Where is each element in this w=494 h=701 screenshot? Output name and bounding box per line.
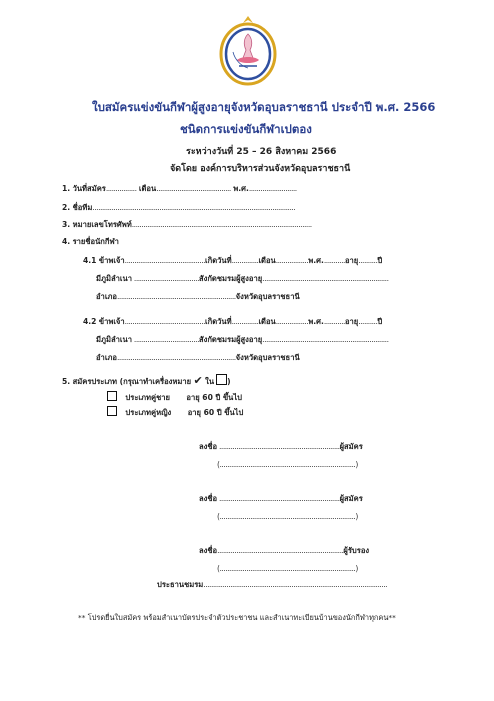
athlete-2-row-2: มีภูมิลำเนา ..................................สังกัดชมรมผู้สูงอายุ.................................................................. <box>96 335 389 344</box>
athlete-2-row-3: อำเภอ..............................................................จังหวัดอุบลราชธานี <box>96 353 300 362</box>
item-number: 2. <box>62 203 71 212</box>
signature-certifier: ลงชื่อ..................................................................ผู้รับรอง <box>199 546 370 555</box>
event-dates: ระหว่างวันที่ 25 – 26 สิงหาคม 2566 <box>186 147 337 157</box>
men-pair-age: อายุ 60 ปี ขึ้นไป <box>186 393 243 402</box>
sport-type-heading: ชนิดการแข่งขันกีฬาเปตอง <box>180 122 312 136</box>
year-label: พ.ศ. <box>233 184 249 193</box>
checkmark-icon: ✔ <box>193 374 203 387</box>
signature-applicant-2-name: (.......................................................................) <box>217 512 358 521</box>
footnote: ** โปรดยื่นใบสมัคร พร้อมสำเนาบัตรประจำตัวประชาชน และสำเนาทะเบียนบ้านของนักกีฬาทุกคน** <box>78 613 396 622</box>
phone-label: หมายเลขโทรศัพท์ <box>72 220 132 229</box>
athlete-1-row-3: อำเภอ..............................................................จังหวัดอุบลราชธานี <box>96 292 300 301</box>
month-label: เดือน <box>138 184 157 193</box>
category-label: สมัครประเภท (กรุณาทำเครื่องหมาย <box>72 377 192 386</box>
men-pair-label: ประเภทคู่ชาย <box>125 393 170 402</box>
application-date-label: วันที่สมัคร <box>72 184 106 193</box>
men-pair-checkbox[interactable] <box>107 391 117 401</box>
team-name-row: 2. ชื่อทีม.......................................................................................................... <box>62 203 296 212</box>
category-option-women-pair[interactable] <box>107 406 243 419</box>
form-title: ใบสมัครแข่งขันกีฬาผู้สูงอายุจังหวัดอุบลราชธานี ประจำปี พ.ศ. 2566 <box>92 100 436 114</box>
signature-applicant-1-name: (.......................................................................) <box>217 460 358 469</box>
item-number: 3. <box>62 220 71 229</box>
women-pair-label: ประเภทคู่หญิง <box>125 408 172 417</box>
checkbox-icon <box>216 374 227 385</box>
athlete-list-heading <box>62 236 119 248</box>
category-row: 5. สมัครประเภท (กรุณาทำเครื่องหมาย ✔ ใน ) <box>62 374 231 387</box>
club-president-row: ประธานชมรม................................................................................................ <box>157 580 388 589</box>
organizer-line: จัดโดย องค์การบริหารส่วนจังหวัดอุบลราชธานี <box>170 164 351 174</box>
athlete-1-row-1: 4.1 ข้าพเจ้า..........................................เกิดวันที่..............เดือน.................พ.ศ............อายุ..........ปี <box>83 256 383 265</box>
women-pair-checkbox[interactable] <box>107 406 117 416</box>
athlete-1-row-2: มีภูมิลำเนา ..................................สังกัดชมรมผู้สูงอายุ.................................................................. <box>96 274 389 283</box>
organization-seal-logo <box>219 14 277 86</box>
club-president-label: ประธานชมรม <box>157 580 204 589</box>
application-date-row: 1. วันที่สมัคร................ เดือน....................................... พ.ศ.......................... <box>62 184 297 193</box>
women-pair-age: อายุ 60 ปี ขึ้นไป <box>187 408 244 417</box>
phone-row: 3. หมายเลขโทรศัพท์.............................................................................................. <box>62 220 312 229</box>
team-name-label: ชื่อทีม <box>72 203 93 212</box>
category-option-men-pair[interactable] <box>107 391 242 404</box>
athlete-2-row-1: 4.2 ข้าพเจ้า..........................................เกิดวันที่..............เดือน.................พ.ศ............อายุ..........ปี <box>83 317 383 326</box>
athlete-list-label: รายชื่อนักกีฬา <box>72 237 119 246</box>
signature-certifier-name: (.......................................................................) <box>217 564 358 573</box>
item-number: 4. <box>62 237 71 246</box>
item-number: 5. <box>62 377 71 386</box>
item-number: 1. <box>62 184 71 193</box>
signature-applicant-2: ลงชื่อ ...............................................................ผู้สมัคร <box>199 494 363 503</box>
signature-applicant-1: ลงชื่อ ...............................................................ผู้สมัคร <box>199 442 363 451</box>
